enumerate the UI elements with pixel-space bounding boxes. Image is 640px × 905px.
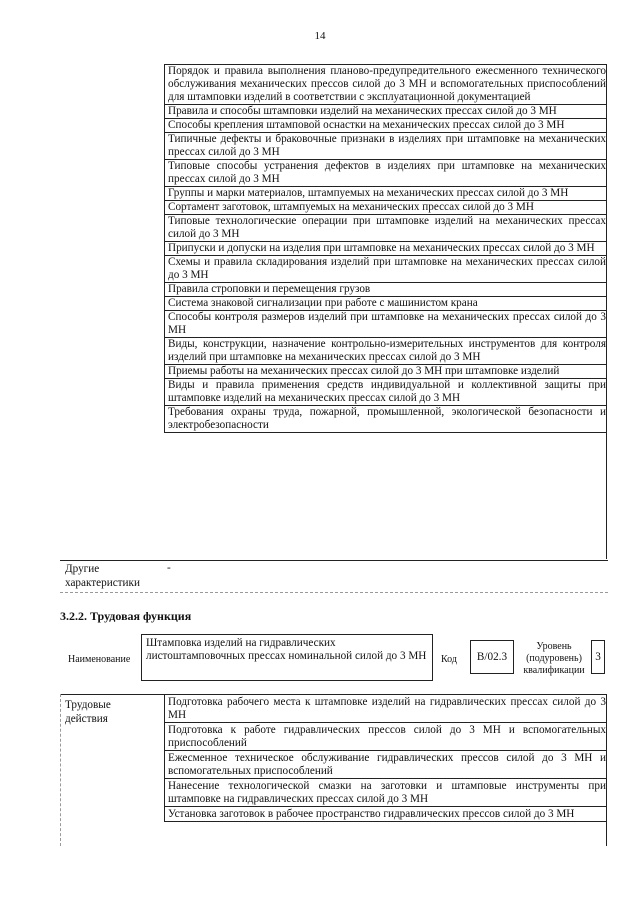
list-item: Порядок и правила выполнения планово-предупредительного ежесменного технического обслуживания механических прессов силой до 3 МН и вспомогательных приспособлений для штамповки изделий в соответствии с эксплуатационной документацией xyxy=(164,64,606,105)
list-item: Правила и способы штамповки изделий на механических прессах силой до 3 МН xyxy=(164,105,606,119)
function-code-label: Код xyxy=(441,654,457,665)
other-characteristics-value: - xyxy=(167,562,171,574)
divider xyxy=(60,694,61,846)
list-item: Типовые способы устранения дефектов в изделиях при штамповке на механических прессах силой до 3 МН xyxy=(164,160,606,187)
list-item: Нанесение технологической смазки на заготовки и штамповые инструменты при штамповке на гидравлических прессах силой до 3 МН xyxy=(164,779,606,807)
list-item: Установка заготовок в рабочее пространство гидравлических прессов силой до 3 МН xyxy=(164,807,606,822)
list-item: Подготовка к работе гидравлических прессов силой до 3 МН и вспомогательных приспособлений xyxy=(164,723,606,751)
qualification-level-label: Уровень (подуровень) квалификации xyxy=(523,641,585,676)
section-title: 3.2.2. Трудовая функция xyxy=(60,609,192,623)
labor-actions-list xyxy=(164,694,606,822)
list-item: Типичные дефекты и браковочные признаки в изделиях при штамповке на механических прессах силой до 3 МН xyxy=(164,133,606,160)
knowledge-list xyxy=(164,64,606,433)
list-item: Ежесменное техническое обслуживание гидравлических прессов силой до 3 МН и вспомогательных приспособлений xyxy=(164,751,606,779)
qualification-level: 3 xyxy=(591,640,605,674)
list-item: Подготовка рабочего места к штамповке изделий на гидравлических прессах силой до 3 МН xyxy=(164,694,606,723)
list-item: Виды, конструкции, назначение контрольно-измерительных инструментов для контроля изделий при штамповке на механических прессах силой до 3 МН xyxy=(164,338,606,365)
list-item: Сортамент заготовок, штампуемых на механических прессах силой до 3 МН xyxy=(164,201,606,215)
divider xyxy=(60,694,164,695)
list-item: Схемы и правила складирования изделий при штамповке на механических прессах силой до 3 МН xyxy=(164,256,606,283)
list-item: Способы крепления штамповой оснастки на механических прессах силой до 3 МН xyxy=(164,119,606,133)
list-item: Система знаковой сигнализации при работе с машинистом крана xyxy=(164,297,606,311)
function-name-label: Наименование xyxy=(68,654,131,665)
page-number: 14 xyxy=(314,30,326,42)
function-name: Штамповка изделий на гидравлических листоштамповочных прессах номинальной силой до 3 МН xyxy=(141,634,433,681)
list-item: Правила строповки и перемещения грузов xyxy=(164,283,606,297)
list-item: Виды и правила применения средств индивидуальной и коллективной защиты при штамповке изделий на механических прессах силой до 3 МН xyxy=(164,379,606,406)
list-item: Припуски и допуски на изделия при штамповке на механических прессах силой до 3 МН xyxy=(164,242,606,256)
table-right-border xyxy=(606,694,607,846)
divider xyxy=(60,592,608,593)
function-code: B/02.3 xyxy=(470,640,514,674)
list-item: Группы и марки материалов, штампуемых на механических прессах силой до 3 МН xyxy=(164,187,606,201)
table-right-border xyxy=(606,64,607,559)
list-item: Требования охраны труда, пожарной, промышленной, экологической безопасности и электробезопасности xyxy=(164,406,606,433)
list-item: Типовые технологические операции при штамповке изделий на механических прессах силой до 3 МН xyxy=(164,215,606,242)
labor-actions-label: Трудовые действия xyxy=(65,699,111,725)
list-item: Способы контроля размеров изделий при штамповке на механических прессах силой до 3 МН xyxy=(164,311,606,338)
other-characteristics-label: Другие характеристики xyxy=(65,563,140,589)
divider xyxy=(60,560,608,561)
list-item: Приемы работы на механических прессах силой до 3 МН при штамповке изделий xyxy=(164,365,606,379)
